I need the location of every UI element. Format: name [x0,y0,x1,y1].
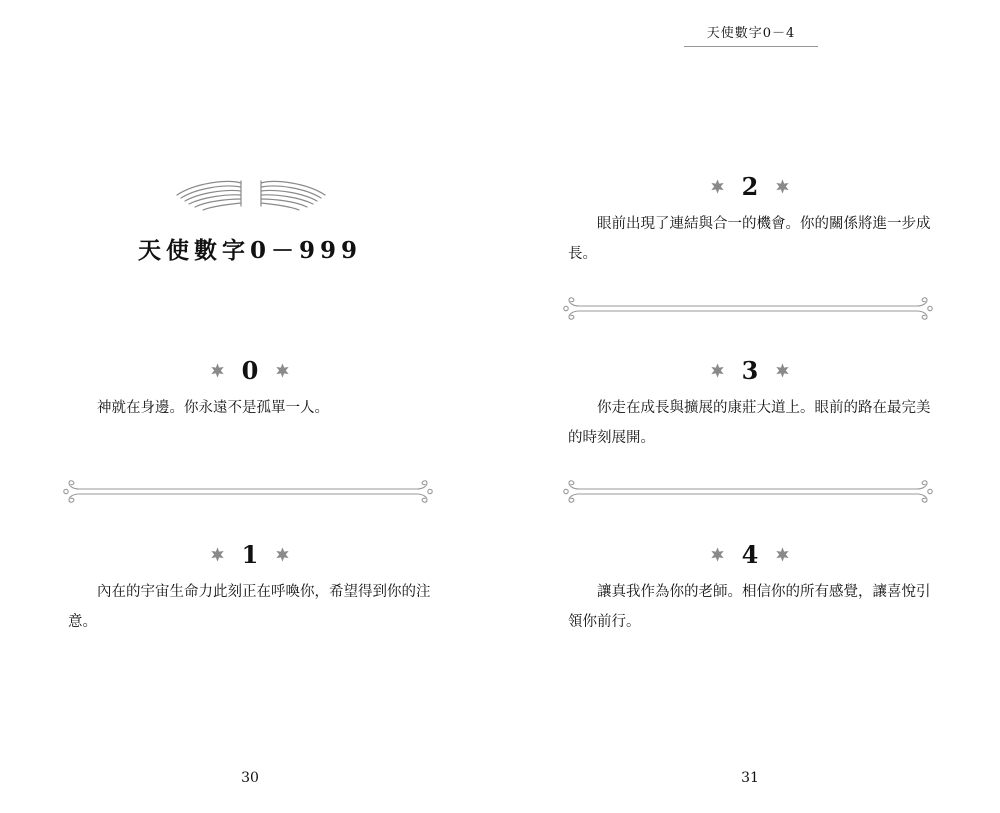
entry-text: 讓真我作為你的老師。相信你的所有感覺，讓喜悅引領你前行。 [568,584,931,630]
star-icon [210,363,225,378]
star-icon [710,547,725,562]
star-icon [275,547,290,562]
entry-text: 內在的宇宙生命力此刻正在呼喚你，希望得到你的注意。 [68,584,431,630]
entry-heading-0 [0,354,500,386]
page-number: 31 [741,770,759,786]
entry-heading-2 [500,170,1000,202]
scroll-divider-icon [563,297,933,321]
entry-number: 3 [741,355,759,385]
entry-text: 眼前出現了連結與合一的機會。你的關係將進一步成長。 [568,216,931,262]
scroll-divider-icon [63,480,433,504]
star-icon [775,547,790,562]
entry-heading-3 [500,354,1000,386]
entry-number: 2 [741,171,759,201]
entry-number: 1 [241,539,259,569]
entry-heading-1 [0,538,500,570]
running-header: 天使數字0－4 [684,22,818,47]
entry-number: 0 [241,355,259,385]
star-icon [775,363,790,378]
entry-number: 4 [741,539,759,569]
star-icon [210,547,225,562]
star-icon [710,363,725,378]
right-page [500,0,1000,813]
star-icon [775,179,790,194]
entry-heading-4 [500,538,1000,570]
page-number: 30 [241,770,259,786]
book-title: 天使數字0－999 [137,237,362,264]
entry-text: 你走在成長與擴展的康莊大道上。眼前的路在最完美的時刻展開。 [568,400,931,446]
star-icon [710,179,725,194]
scroll-divider-icon [563,480,933,504]
star-icon [275,363,290,378]
entry-text: 神就在身邊。你永遠不是孤單一人。 [97,400,329,416]
wings-icon [175,175,327,215]
